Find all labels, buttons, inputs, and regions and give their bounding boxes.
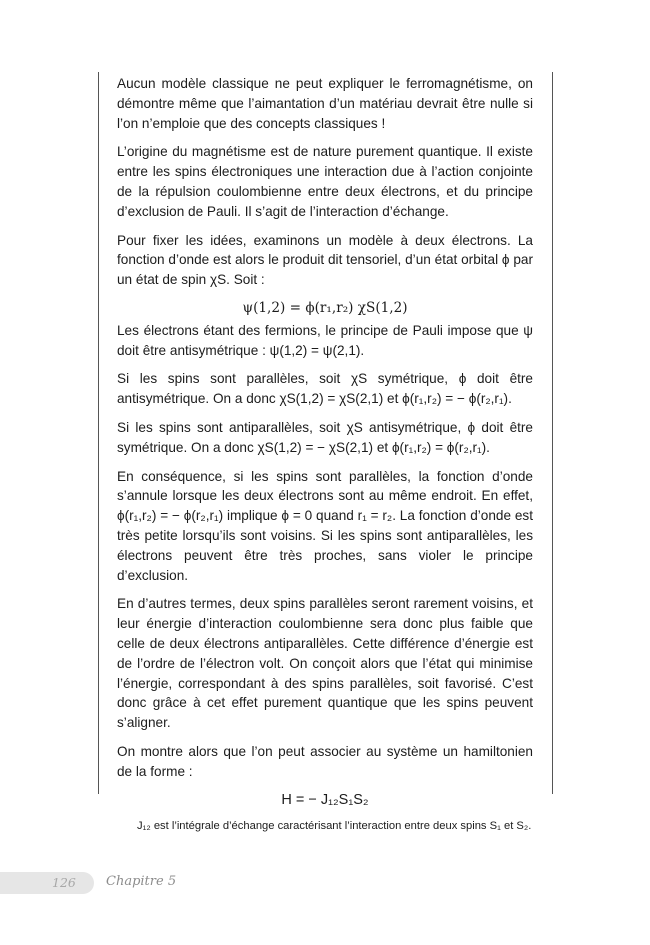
paragraph-4: Les électrons étant des fermions, le principe de Pauli impose que ψ doit être antisymétrique : ψ(1,2) = ψ(2,1). [117,322,533,358]
page-number: 126 [52,875,76,890]
paragraph-5: Si les spins sont parallèles, soit χS symétrique, ϕ doit être antisymétrique. On a donc χS(1,2) = χS(2,1) et ϕ(r₁,r₂) = − ϕ(r₂,r₁). [117,371,533,407]
paragraph-6: Si les spins sont antiparallèles, soit χS antisymétrique, ϕ doit être symétrique. On a donc χS(1,2) = − χS(2,1) et ϕ(r₁,r₂) = ϕ(r₂,r₁). [117,419,533,455]
page-body [117,74,533,835]
right-margin-rule [552,72,553,794]
left-margin-rule [98,72,99,794]
paragraph-9: On montre alors que l’on peut associer au système un hamiltonien de la forme : [117,743,533,779]
paragraph-7: En conséquence, si les spins sont parallèles, la fonction d’onde s’annule lorsque les deux électrons sont au même endroit. En effet, ϕ(r₁,r₂) = − ϕ(r₂,r₁) implique ϕ = 0 quand r₁ = r₂. La fonction d’onde est très petite lorsqu’ils sont voisins. Si les spins sont antiparallèles, les électrons peuvent être très proches, sans violer le principe d’exclusion. [117,468,533,583]
paragraph-1: Aucun modèle classique ne peut expliquer le ferromagnétisme, on démontre même que l’aimantation d’un matériau devrait être nulle si l’on n’emploie que des concepts classiques ! [117,76,533,131]
equation-hamiltonian: H = − J₁₂S₁S₂ [281,791,369,808]
page-number-tab [0,872,94,894]
paragraph-2: L’origine du magnétisme est de nature purement quantique. Il existe entre les spins électroniques une interaction due à l’action conjointe de la répulsion coulombienne entre deux électrons, et du principe d’exclusion de Pauli. Il s’agit de l’interaction d’échange. [117,144,533,219]
chapter-label: Chapitre 5 [106,874,177,889]
paragraph-8: En d’autres termes, deux spins parallèles seront rarement voisins, et leur énergie d’interaction coulombienne sera donc plus faible que celle de deux électrons antiparallèles. Cette différence d’énergie est de l’ordre de l’électron volt. On conçoit alors que l’état qui minimise l’énergie, correspondant à des spins parallèles, soit favorisé. C’est donc grâce à cet effet purement quantique que les spins peuvent s’aligner. [117,596,533,731]
paragraph-3: Pour fixer les idées, examinons un modèle à deux électrons. La fonction d’onde est alors le produit dit tensoriel, d’un état orbital ϕ par un état de spin χS. Soit : [117,232,533,288]
footnote: J₁₂ est l’intégrale d’échange caractérisant l’interaction entre deux spins S₁ et S₂. [137,820,532,833]
equation-wavefunction: ψ(1,2) = ϕ(r₁,r₂) χS(1,2) [242,299,408,316]
